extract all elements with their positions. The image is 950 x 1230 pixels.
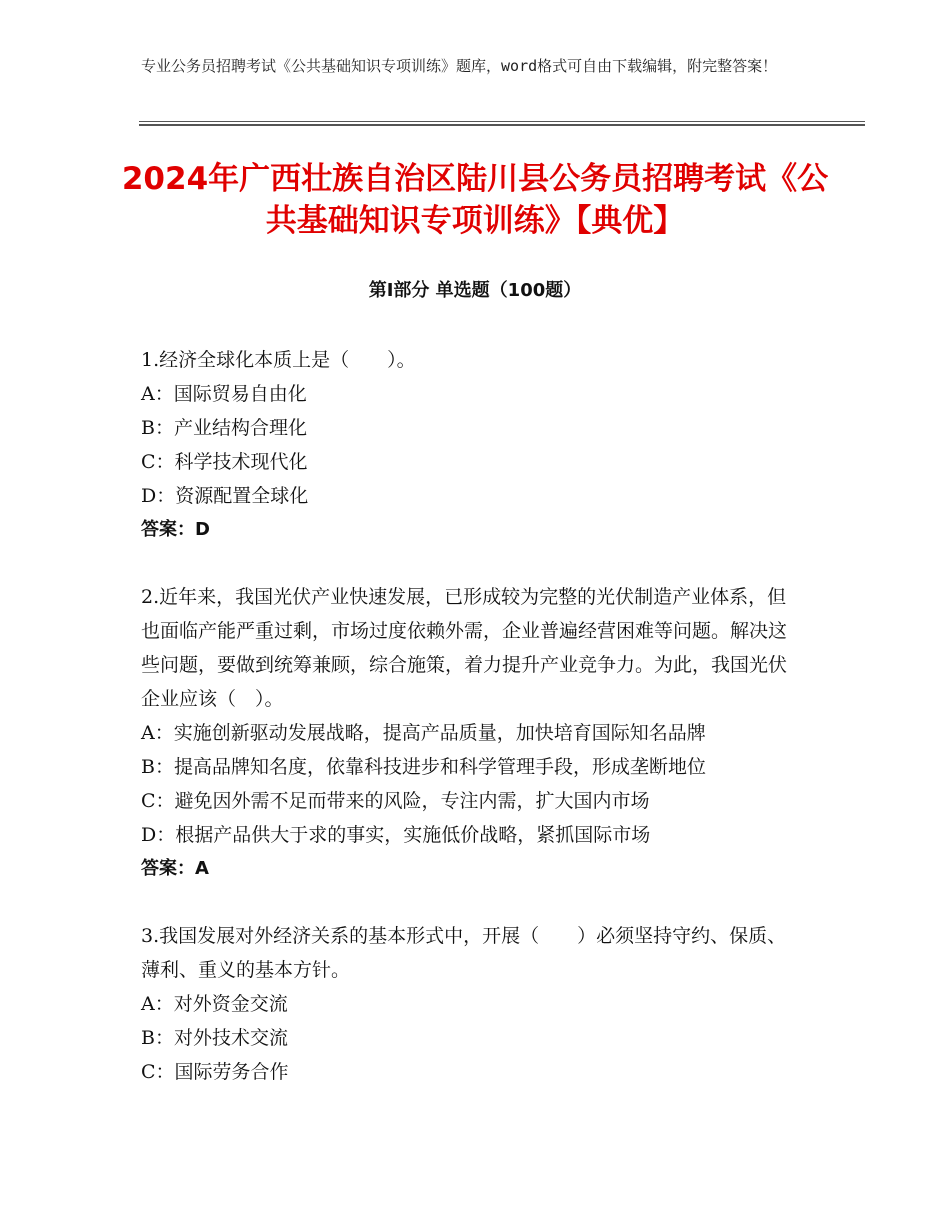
answer-option: B：提高品牌知名度，依靠科技进步和科学管理手段，形成垄断地位 xyxy=(141,756,706,778)
answer-option: C：科学技术现代化 xyxy=(141,451,308,473)
answer-key: 答案：A xyxy=(141,858,209,879)
question-item xyxy=(141,580,801,886)
header-divider-thick xyxy=(139,124,865,126)
question-list xyxy=(141,343,801,1122)
question-item xyxy=(141,343,801,547)
answer-option: A：对外资金交流 xyxy=(141,993,288,1015)
answer-option: C：避免因外需不足而带来的风险，专注内需，扩大国内市场 xyxy=(141,790,650,812)
answer-option: C：国际劳务合作 xyxy=(141,1061,289,1083)
section-title: 第Ⅰ部分 单选题（100题） xyxy=(368,280,582,301)
question-stem: 2.近年来，我国光伏产业快速发展，已形成较为完整的光伏制造产业体系，但也面临产能严重过剩，市场过度依赖外需，企业普遍经营困难等问题。解决这些问题，要做到统筹兼顾，综合施策，着力提升产业竞争力。为此，我国光伏企业应该（ ）。 xyxy=(141,586,788,710)
question-stem: 1.经济全球化本质上是（ ）。 xyxy=(141,349,416,371)
answer-option: A：国际贸易自由化 xyxy=(141,383,307,405)
header-divider xyxy=(139,121,865,122)
document-title: 2024年广西壮族自治区陆川县公务员招聘考试《公共基础知识专项训练》【典优】 xyxy=(121,161,829,239)
header-note: 专业公务员招聘考试《公共基础知识专项训练》题库，word格式可自由下载编辑，附完整答案！ xyxy=(141,57,778,75)
question-stem: 3.我国发展对外经济关系的基本形式中，开展（ ）必须坚持守约、保质、薄利、重义的基本方针。 xyxy=(141,925,787,981)
question-item xyxy=(141,919,801,1089)
answer-option: A：实施创新驱动发展战略，提高产品质量，加快培育国际知名品牌 xyxy=(141,722,706,744)
answer-option: B：产业结构合理化 xyxy=(141,417,307,439)
answer-option: D：根据产品供大于求的事实，实施低价战略，紧抓国际市场 xyxy=(141,824,651,846)
answer-key: 答案：D xyxy=(141,519,210,540)
answer-option: D：资源配置全球化 xyxy=(141,485,309,507)
answer-option: B：对外技术交流 xyxy=(141,1027,288,1049)
